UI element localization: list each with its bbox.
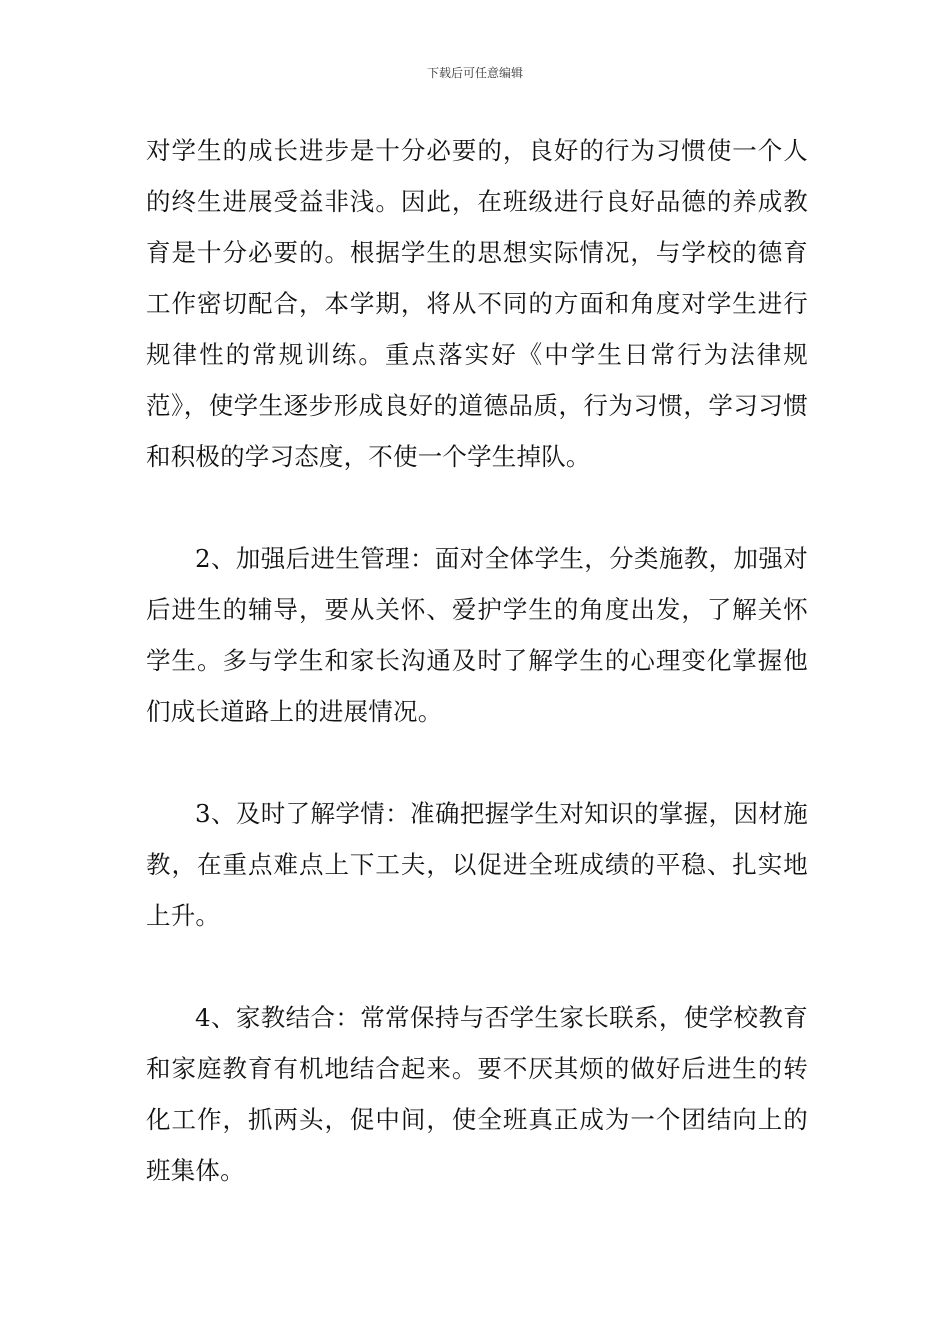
paragraph-learning-status: 3、及时了解学情：准确把握学生对知识的掌握，因材施教，在重点难点上下工夫，以促进全班成绩的平稳、扎实地上升。	[146, 799, 808, 930]
paragraph-underachievers: 2、加强后进生管理：面对全体学生，分类施教，加强对后进生的辅导，要从关怀、爱护学生的角度出发，了解关怀学生。多与学生和家长沟通及时了解学生的心理变化掌握他们成长道路上的进展情况。	[146, 544, 808, 726]
page-header-note: 下载后可任意编辑	[426, 66, 523, 80]
document-body	[146, 125, 808, 1196]
paragraph-gap	[146, 737, 808, 788]
paragraph-home-school: 4、家教结合：常常保持与否学生家长联系，使学校教育和家庭教育有机地结合起来。要不厌其烦的做好后进生的转化工作，抓两头，促中间，使全班真正成为一个团结向上的班集体。	[146, 1003, 808, 1185]
paragraph-habits: 对学生的成长进步是十分必要的，良好的行为习惯使一个人的终生进展受益非浅。因此，在班级进行良好品德的养成教育是十分必要的。根据学生的思想实际情况，与学校的德育工作密切配合，本学期，将从不同的方面和角度对学生进行规律性的常规训练。重点落实好《中学生日常行为法律规范》，使学生逐步形成良好的道德品质，行为习惯，学习习惯和积极的学习态度，不使一个学生掉队。	[146, 136, 808, 471]
paragraph-gap	[146, 482, 808, 533]
paragraph-gap	[146, 941, 808, 992]
